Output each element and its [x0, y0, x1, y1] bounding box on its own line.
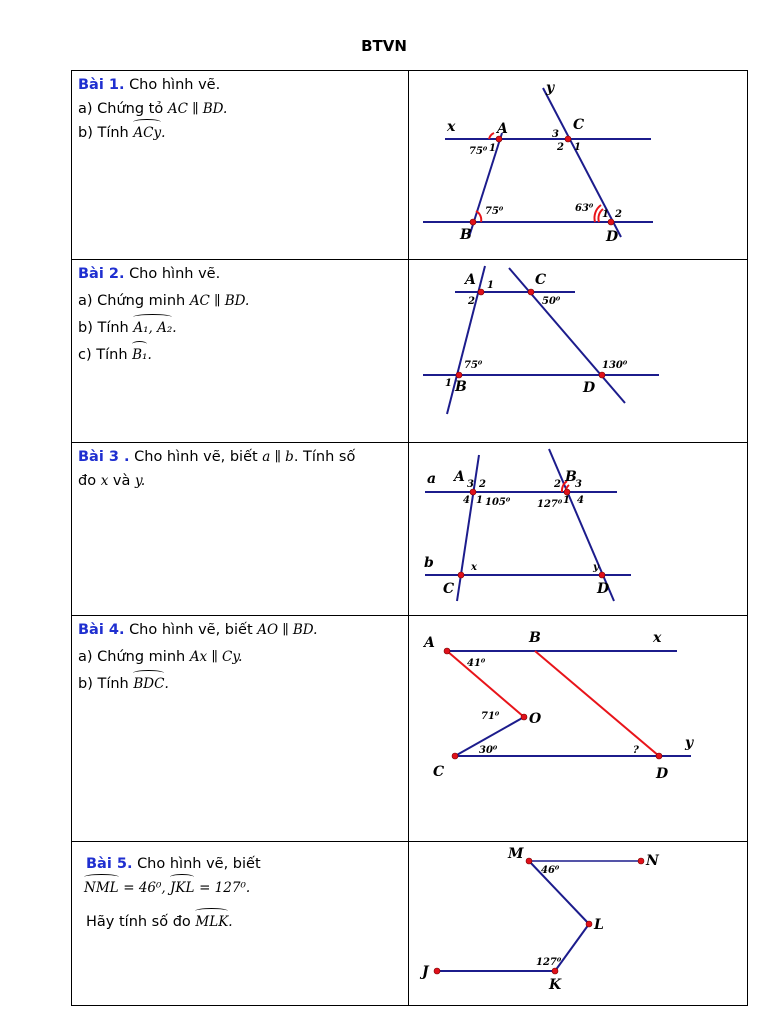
- label-n: N: [646, 853, 659, 869]
- problem-1-part-a: a) Chứng tỏ: [78, 101, 164, 117]
- problem-2-part-b: b) Tính: [78, 320, 129, 336]
- problem-1-part-b: b) Tính: [78, 125, 129, 141]
- problem-2-text: [72, 260, 409, 443]
- label-angle-b-75: 75⁰: [464, 360, 483, 371]
- label-d: D: [583, 380, 596, 396]
- problem-4-heading: Bài 4.: [78, 622, 125, 638]
- exercise-table: [71, 70, 748, 1006]
- point-c: [458, 572, 464, 578]
- label-b-4: 4: [577, 495, 584, 506]
- label-x: x: [653, 630, 662, 646]
- problem-3-text: [72, 443, 409, 616]
- label-angle-k-127: 127⁰: [536, 957, 562, 968]
- point-b: [470, 219, 476, 225]
- problem-5-angle-nml: NML: [84, 876, 119, 900]
- label-j: J: [422, 964, 429, 980]
- label-a: A: [454, 469, 465, 485]
- point-o: [521, 714, 527, 720]
- label-b-3: 3: [575, 479, 582, 490]
- label-a: A: [424, 635, 435, 651]
- label-a-1: 1: [487, 280, 494, 291]
- problem-1-intro: Cho hình vẽ.: [129, 77, 221, 93]
- label-c: C: [443, 581, 455, 597]
- label-angle-d-unknown: ?: [633, 745, 639, 756]
- label-a-1: 1: [489, 143, 496, 154]
- label-d-2: 2: [615, 209, 622, 220]
- problem-5-intro: Cho hình vẽ, biết: [137, 856, 261, 872]
- point-d: [599, 372, 605, 378]
- problem-5-value-1: = 46⁰,: [123, 880, 170, 896]
- label-y: y: [685, 735, 694, 751]
- problem-4-figure-cell: [409, 616, 748, 842]
- label-b-1: 1: [445, 378, 452, 389]
- problem-5-text: [72, 842, 409, 1006]
- label-c-2: 2: [557, 142, 564, 153]
- point-n: [638, 858, 644, 864]
- label-b: B: [565, 469, 577, 485]
- problem-2-part-c: c) Tính: [78, 347, 128, 363]
- problem-4-text: [72, 616, 409, 842]
- problem-2-part-a: a) Chứng minh: [78, 293, 186, 309]
- problem-5-value-2: = 127⁰.: [199, 880, 251, 896]
- problem-3-and: và: [112, 473, 131, 489]
- problem-4-part-a-math: Ax ∥ Cy: [189, 649, 239, 665]
- problem-4-period-1: .: [313, 622, 318, 638]
- problem-4-angle-bdc: BDC: [133, 672, 164, 696]
- problem-row-4: [72, 616, 748, 842]
- problem-2-period-c: .: [147, 347, 152, 363]
- point-c: [565, 136, 571, 142]
- line-cd: [509, 268, 625, 403]
- problem-4-part-b: b) Tính: [78, 676, 129, 692]
- label-c: C: [573, 117, 585, 133]
- problem-2-figure: [409, 260, 745, 438]
- label-angle-m-46: 46⁰: [541, 865, 560, 876]
- label-c: C: [433, 764, 445, 780]
- label-k: K: [549, 977, 562, 993]
- label-a-2: 2: [468, 296, 475, 307]
- label-b-line: b: [424, 555, 434, 571]
- problem-4-parallel: AO ∥ BD: [257, 622, 314, 638]
- problem-2-period-b: .: [172, 320, 177, 336]
- point-d: [656, 753, 662, 759]
- label-b-1: 1: [563, 495, 570, 506]
- label-angle-a-75: 75⁰: [469, 146, 488, 157]
- label-a-line: a: [427, 471, 437, 487]
- problem-5-angle-mlk: MLK: [195, 910, 228, 934]
- label-a: A: [497, 121, 508, 137]
- point-a: [444, 648, 450, 654]
- point-j: [434, 968, 440, 974]
- label-angle-b-75: 75⁰: [485, 206, 504, 217]
- label-angle-a-41: 41⁰: [467, 658, 486, 669]
- label-c-3: 3: [552, 129, 559, 140]
- problem-2-heading: Bài 2.: [78, 266, 125, 282]
- point-m: [526, 858, 532, 864]
- problem-4-figure: [409, 616, 745, 837]
- problem-3-do: đo: [78, 473, 97, 489]
- problem-1-figure-cell: [409, 71, 748, 260]
- label-b: B: [460, 227, 472, 243]
- label-x: x: [471, 562, 477, 573]
- page-title: BTVN: [361, 37, 407, 55]
- problem-5-figure: [409, 842, 745, 1001]
- problem-3-figure-cell: [409, 443, 748, 616]
- label-y: y: [593, 562, 599, 573]
- line-bd: [549, 449, 614, 601]
- problem-1-heading: Bài 1.: [78, 77, 125, 93]
- label-a-3: 3: [467, 479, 474, 490]
- problem-1-figure: [409, 71, 745, 255]
- problem-2-angle-b1: B₁: [132, 343, 147, 367]
- problem-4-part-a: a) Chứng minh: [78, 649, 186, 665]
- point-c: [528, 289, 534, 295]
- problem-5-heading: Bài 5.: [86, 856, 133, 872]
- label-angle-c-50: 50⁰: [542, 296, 561, 307]
- label-d-1: 1: [602, 209, 609, 220]
- label-b: B: [455, 379, 467, 395]
- label-y: y: [546, 80, 555, 96]
- label-a-2: 2: [479, 479, 486, 490]
- problem-2-part-a-math: AC ∥ BD.: [189, 293, 250, 309]
- problem-3-intro: Cho hình vẽ, biết: [134, 449, 258, 465]
- segment-ao: [447, 651, 524, 717]
- label-angle-d-63: 63⁰: [575, 203, 594, 214]
- line-ycd: [543, 88, 621, 237]
- label-angle-o-71: 71⁰: [481, 711, 500, 722]
- problem-row-1: [72, 71, 748, 260]
- problem-3-x: x: [100, 473, 109, 489]
- problem-3-period: .: [140, 473, 146, 489]
- problem-row-5: [72, 842, 748, 1006]
- problem-5-question: Hãy tính số đo: [86, 914, 191, 930]
- point-l: [586, 921, 592, 927]
- point-d: [599, 572, 605, 578]
- label-angle-b-127: 127⁰: [537, 499, 563, 510]
- point-b: [456, 372, 462, 378]
- problem-2-angles-a: A₁, A₂: [133, 316, 172, 340]
- label-o: O: [529, 711, 542, 727]
- problem-3-y: y: [135, 473, 141, 489]
- label-b: B: [529, 630, 541, 646]
- label-m: M: [508, 846, 524, 862]
- problem-2-figure-cell: [409, 260, 748, 443]
- label-angle-a-105: 105⁰: [485, 497, 511, 508]
- problem-5-figure-cell: [409, 842, 748, 1006]
- problem-5-period: .: [228, 914, 233, 930]
- problem-3-intro-2: . Tính số: [293, 449, 356, 465]
- label-a-1: 1: [476, 495, 483, 506]
- problem-1-part-a-math: AC ∥ BD.: [167, 101, 228, 117]
- problem-row-3: [72, 443, 748, 616]
- point-k: [552, 968, 558, 974]
- problem-1-angle-acy: ACy: [133, 121, 161, 145]
- label-d: D: [597, 581, 610, 597]
- label-x: x: [447, 119, 456, 135]
- problem-1-period: .: [161, 125, 166, 141]
- label-c: C: [535, 272, 547, 288]
- problem-3-heading: Bài 3 .: [78, 449, 130, 465]
- point-a: [478, 289, 484, 295]
- label-a-4: 4: [463, 495, 470, 506]
- point-c: [452, 753, 458, 759]
- label-l: L: [594, 917, 604, 933]
- problem-row-2: [72, 260, 748, 443]
- problem-4-intro: Cho hình vẽ, biết: [129, 622, 253, 638]
- label-b-2: 2: [554, 479, 561, 490]
- problem-5-angle-jkl: JKL: [170, 876, 194, 900]
- label-d: D: [656, 766, 669, 782]
- problem-4-period-2: .: [238, 649, 243, 665]
- label-angle-d-130: 130⁰: [602, 360, 628, 371]
- label-d: D: [606, 229, 619, 245]
- problem-3-parallel: a ∥ b: [262, 449, 294, 465]
- label-angle-c-30: 30⁰: [479, 745, 498, 756]
- segment-bd: [535, 651, 659, 756]
- label-a: A: [465, 272, 476, 288]
- problem-2-intro: Cho hình vẽ.: [129, 266, 221, 282]
- label-c-1: 1: [574, 142, 581, 153]
- problem-4-period-3: .: [164, 676, 169, 692]
- problem-1-text: [72, 71, 409, 260]
- problem-3-figure: [409, 443, 745, 611]
- angle-mark-b: [476, 211, 481, 222]
